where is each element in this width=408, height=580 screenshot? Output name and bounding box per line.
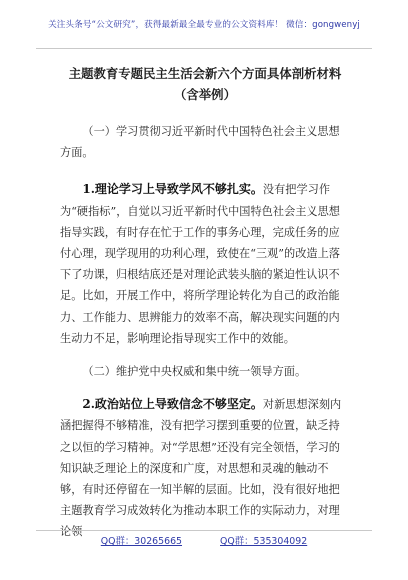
document-body bbox=[60, 121, 348, 543]
point-2-heading: 2.政治站位上导致信念不够坚定。 bbox=[82, 397, 263, 412]
footer-divider bbox=[36, 530, 372, 531]
footer-qq-group-2[interactable]: QQ群：535304092 bbox=[220, 536, 308, 547]
section-heading-2: （二）维护党中央权威和集中统一领导方面。 bbox=[82, 365, 307, 379]
paragraph-point-2 bbox=[60, 394, 348, 542]
document-title: 主题教育专题民主生活会新六个方面具体剖析材料（含举例） bbox=[68, 66, 342, 102]
point-1-text: 没有把学习作为“硬指标”，自觉以习近平新时代中国特色社会主义思想指导实践，有时存在忙于工作的事务心理，完成任务的应付心理，现学现用的功利心理，致使在“三观”的改造上落下了功课，归根结底还是对理论武装头脑的紧迫性认识不足。比如，开展工作中，将所学理论转化为自己的政治能力、工作能力、思辨能力的效率不高，解决现实问题的内生动力不足，影响理论指导现实工作中的效能。 bbox=[60, 183, 340, 345]
footer-qq-group-1[interactable]: QQ群：30265665 bbox=[100, 536, 183, 547]
point-2-text: 对新思想深刻内涵把握得不够精准，没有把学习摆到重要的位置，缺乏持之以恒的学习精神。对“学思想”还没有完全领悟，学习的知识缺乏理论上的深度和广度，对思想和灵魂的触动不够，有时还停留在一知半解的层面。比如，没有很好地把主题教育学习成效转化为推动本职工作的实际动力，对理论领 bbox=[60, 398, 342, 539]
header-banner-text: 关注头条号“公文研究”，获得最新最全最专业的公文资料库！ 微信：gongwenyj bbox=[48, 20, 360, 30]
paragraph-point-1 bbox=[60, 179, 348, 349]
footer bbox=[0, 533, 408, 547]
section-heading-1: （一）学习贯彻习近平新时代中国特色社会主义思想方面。 bbox=[60, 125, 340, 160]
point-1-heading: 1.理论学习上导致学风不够扎实。 bbox=[82, 182, 263, 197]
header-banner bbox=[36, 0, 372, 49]
